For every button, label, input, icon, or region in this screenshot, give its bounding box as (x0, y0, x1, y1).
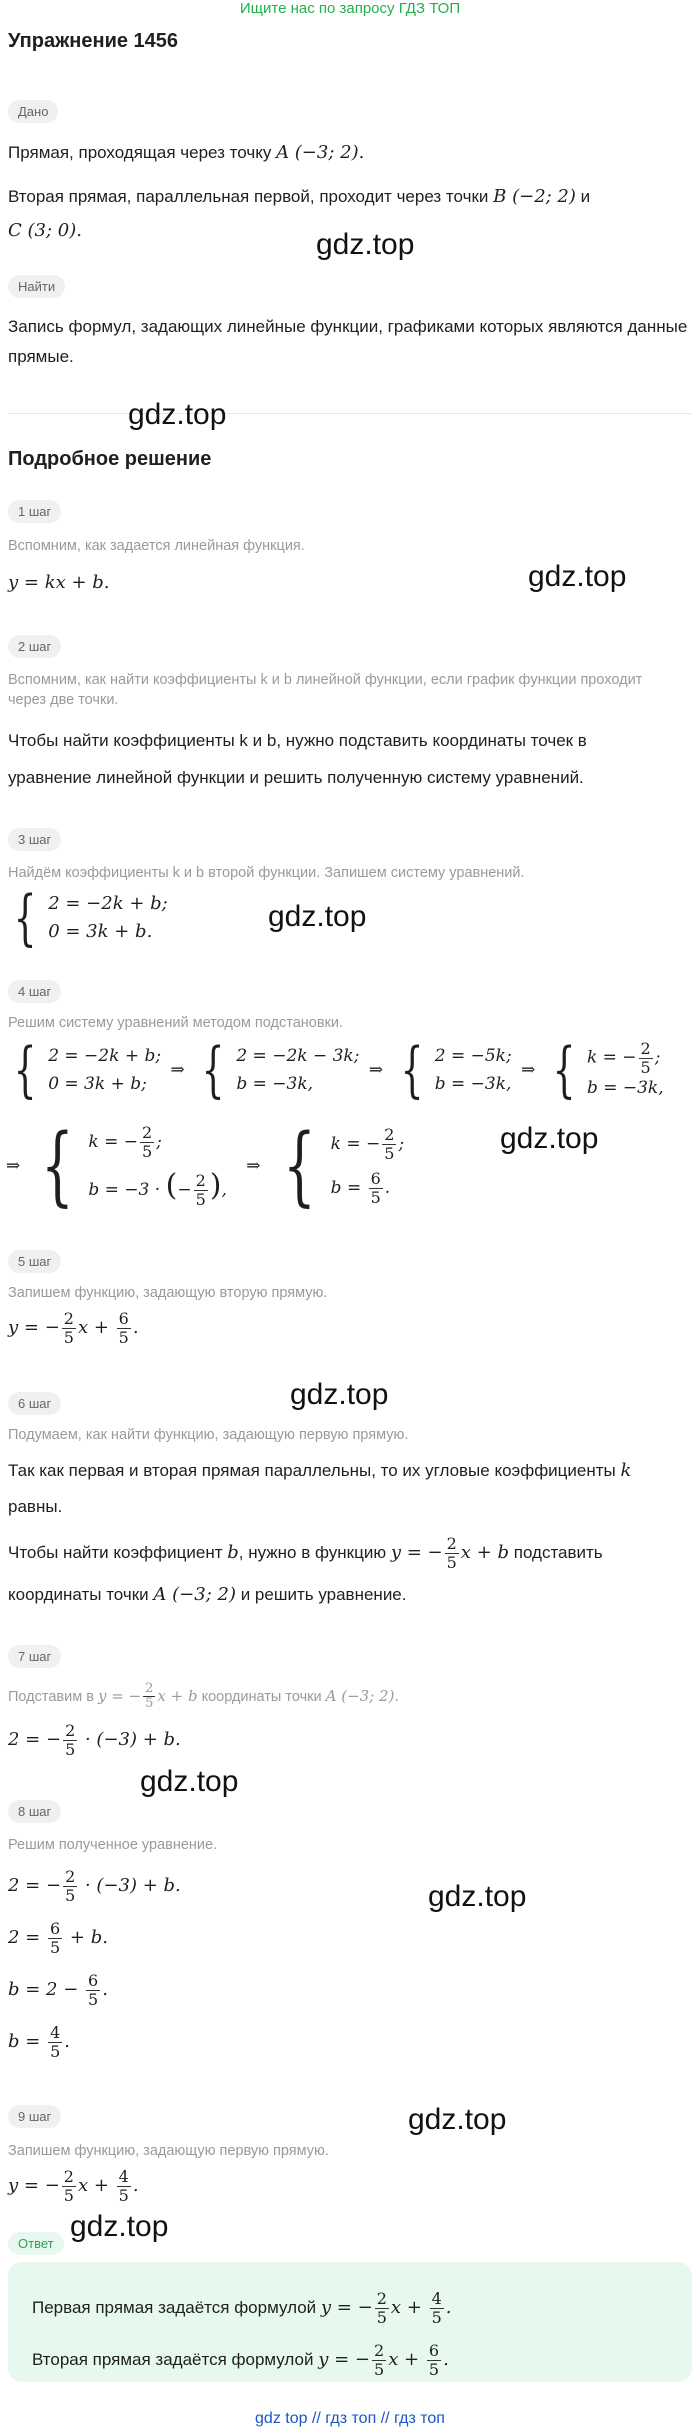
fraction-den: 5 (446, 1552, 457, 1572)
math-var: k (620, 1460, 632, 1481)
function-formula: y = − $\frac{2}{5}$ x + $\frac{6}{5}$ . (8, 1309, 139, 1347)
fraction-num: 2 (63, 1309, 74, 1328)
answer-second: Вторая прямая задаётся формулой y = − $\frac{2}{5}$ x + $\frac{6}{5}$ . (32, 2341, 449, 2379)
watermark: gdz.top (528, 560, 627, 593)
step-text: Чтобы найти коэффициент b, нужно в функцию y = − $\frac{2}{5}$ x + b подставить (8, 1534, 603, 1572)
equation (8, 1920, 108, 1956)
text: , нужно в функцию (238, 1543, 387, 1563)
search-banner[interactable]: Ищите нас по запросу ГДЗ ТОП (239, 0, 461, 17)
fraction-den: 5 (50, 2041, 61, 2061)
equation: 0 = 3k + b. (48, 921, 153, 942)
step-text: Чтобы найти коэффициенты k и b, нужно подставить координаты точек в уравнение линейной функции и решить полученную систему уравнений. (8, 731, 587, 787)
solution-title: Подробное решение (8, 448, 212, 470)
given-text: Вторая прямая, параллельная первой, проходит через точки (8, 187, 489, 206)
formula-part: 2 = − (8, 1729, 62, 1751)
fraction-num: 6 (428, 2341, 440, 2360)
point-a: A (−3; 2) (153, 1584, 236, 1605)
step-hint: Решим систему уравнений методом подстановки. (8, 1015, 344, 1031)
fraction-den: 5 (88, 1989, 99, 2009)
fraction-den: 5 (141, 1142, 153, 1161)
step-hint: Подумаем, как найти функцию, задающую первую прямую. (8, 1427, 409, 1443)
watermark: gdz.top (316, 228, 415, 261)
fraction-den: 5 (640, 1057, 651, 1077)
given-text: Прямая, проходящая через точку (8, 143, 272, 162)
fraction-den: 5 (374, 2359, 385, 2379)
watermark: gdz.top (140, 1765, 239, 1798)
step-hint: Решим полученное уравнение. (8, 1837, 218, 1853)
step-tag: 1 шаг (8, 500, 61, 523)
answer-tag: Ответ (8, 2232, 64, 2255)
point-a: A (−3; 2). (325, 1686, 400, 1705)
watermark: gdz.top (70, 2210, 169, 2243)
page-title: Упражнение 1456 (8, 30, 179, 52)
equation: k = − (88, 1132, 138, 1152)
fraction-den: 5 (50, 1937, 61, 1957)
point-c: C (3; 0). (8, 220, 82, 241)
fraction-num: 2 (384, 1125, 395, 1145)
fraction-num: 2 (640, 1039, 651, 1058)
step-hint: Запишем функцию, задающую вторую прямую. (8, 1285, 328, 1301)
formula-part: y = − (8, 1317, 60, 1339)
equation: b = −3k, (586, 1078, 664, 1099)
fraction-num: 2 (376, 2289, 387, 2308)
equation: 2 = −5k; (434, 1046, 512, 1067)
equation: 2 = −2k + b; (48, 893, 168, 914)
fraction-den: 5 (118, 1327, 129, 1347)
equation (8, 1972, 108, 2008)
implies-arrow: ⇒ (521, 1059, 536, 1080)
text: Так как первая и вторая прямая параллельны, то их угловые коэффициенты (8, 1461, 616, 1480)
formula-part: x + (77, 1317, 109, 1339)
fraction-den: 5 (428, 2359, 440, 2379)
formula-part: 2 = − (8, 1875, 62, 1897)
fraction-num: 6 (118, 1309, 129, 1328)
step-hint: Вспомним, как найти коэффициенты k и b линейной функции, если график функции проходит через две точки. (8, 672, 643, 708)
equation: b = −3k, (434, 1074, 512, 1095)
point-a: A (−3; 2). (276, 142, 365, 163)
equation: b = $\frac{4}{5}$ . (8, 2023, 70, 2061)
equation (8, 1868, 181, 1904)
formula-part: . (64, 2031, 70, 2053)
point-b: B (−2; 2) (493, 186, 576, 207)
fraction-den: 5 (195, 1190, 206, 1209)
formula-part: x + (77, 2175, 109, 2197)
text: координаты точки (201, 1688, 322, 1705)
formula-part: y = − (8, 2175, 60, 2197)
fraction-den: 5 (376, 2307, 387, 2327)
math-var: b (227, 1542, 239, 1564)
fraction-num: 2 (446, 1534, 457, 1553)
fraction-num: 2 (63, 2167, 74, 2186)
fraction-num: 6 (50, 1919, 61, 1938)
implies-arrow: ⇒ (170, 1059, 185, 1080)
watermark: gdz.top (500, 1122, 599, 1155)
fraction-num: 2 (65, 1721, 76, 1740)
fraction-den: 5 (384, 1144, 395, 1163)
given-line-1 (8, 138, 364, 168)
text: равны. (8, 1497, 63, 1516)
step-tag: 4 шаг (8, 980, 61, 1003)
fraction-num: 6 (88, 1971, 99, 1990)
fraction-den: 5 (65, 1739, 76, 1759)
equation: 0 = 3k + b; (48, 1074, 147, 1095)
equation: 2 = −2k − 3k; (236, 1046, 360, 1067)
formula-part: . (102, 1979, 108, 2001)
equation (8, 1722, 181, 1758)
step-hint: Подставим в y = − $\frac{2}{5}$ x + b координаты точки A (−3; 2). (8, 1681, 400, 1712)
step-tag: 9 шаг (8, 2105, 61, 2128)
footer-links[interactable]: gdz top // гдз топ // гдз топ (255, 2410, 445, 2427)
step-hint: Вспомним, как задается линейная функция. (8, 538, 305, 554)
fraction-num: 2 (374, 2341, 385, 2360)
formula-part: b = (8, 2031, 41, 2053)
equation: b = −3 · (88, 1180, 161, 1200)
find-tag: Найти (8, 275, 65, 298)
watermark: gdz.top (268, 900, 367, 933)
equation: k = − (586, 1047, 637, 1068)
fraction-den: 5 (145, 1696, 154, 1712)
fraction-num: 6 (370, 1169, 381, 1189)
function-formula: y = − $\frac{2}{5}$ x + $\frac{4}{5}$ . (8, 2167, 139, 2205)
fraction-den: 5 (63, 1327, 74, 1347)
step-tag: 6 шаг (8, 1392, 61, 1415)
equation: b = (330, 1178, 362, 1198)
formula-part: . (132, 2175, 139, 2197)
fraction-num: 2 (65, 1867, 76, 1886)
formula: y = kx + b. (8, 572, 110, 593)
watermark: gdz.top (290, 1378, 389, 1411)
text: координаты точки (8, 1585, 149, 1604)
step-tag: 5 шаг (8, 1250, 61, 1273)
implies-arrow: ⇒ (368, 1059, 384, 1080)
equation: 2 = −2k + b; (48, 1046, 162, 1067)
step-tag: 8 шаг (8, 1800, 61, 1823)
formula-part: · (−3) + b. (84, 1875, 181, 1897)
find-text: Запись формул, задающих линейные функции, графиками которых являются данные прямые. (8, 317, 688, 366)
watermark: gdz.top (408, 2103, 507, 2136)
equation-system: { 2 = −2k + b; 0 = 3k + b. (13, 883, 168, 953)
fraction-num: 2 (195, 1171, 206, 1191)
divider (8, 413, 692, 414)
step-text (8, 1453, 688, 1525)
step-hint: Найдём коэффициенты k и b второй функции. Запишем систему уравнений. (8, 865, 525, 881)
fraction-den: 5 (431, 2307, 442, 2327)
watermark: gdz.top (128, 398, 227, 431)
fraction-num: 2 (145, 1681, 154, 1696)
given-tag: Дано (8, 100, 58, 123)
step-tag: 7 шаг (8, 1645, 61, 1668)
implies-arrow: ⇒ (6, 1155, 21, 1176)
given-line-2 (8, 182, 590, 212)
fraction-den: 5 (370, 1188, 381, 1207)
fraction-den: 5 (63, 2185, 74, 2205)
text: Вторая прямая задаётся формулой (32, 2350, 314, 2370)
step-text (8, 1580, 407, 1610)
given-text: и (580, 187, 591, 206)
fraction-den: 5 (65, 1885, 76, 1905)
text: и решить уравнение. (240, 1585, 407, 1604)
answer-first: Первая прямая задаётся формулой y = − $\frac{2}{5}$ x + $\frac{4}{5}$ . (32, 2289, 452, 2327)
step-hint: Запишем функцию, задающую первую прямую. (8, 2143, 329, 2159)
formula-part: 2 = (8, 1927, 41, 1949)
watermark: gdz.top (428, 1880, 527, 1913)
equation: b = −3k, (236, 1074, 314, 1095)
text: Подставим в (8, 1688, 94, 1705)
substitution-row-2: ⇒ { k = − $\frac{2}{5}$ ; b = −3 · (− $\frac{2}{5}$ ), ⇒ { k = − $\frac{2}{5}$ ; b = $\frac{6}{5}$ . (6, 1116, 405, 1216)
fraction-den: 5 (118, 2185, 129, 2205)
fraction-num: 2 (141, 1123, 153, 1143)
text: подставить (513, 1543, 603, 1563)
formula-part: · (−3) + b. (84, 1729, 181, 1751)
equation: k = − (330, 1134, 381, 1154)
substitution-row-1: { 2 = −2k + b; 0 = 3k + b; ⇒ { 2 = −2k − 3k; b = −3k, ⇒ { 2 = −5k; b = −3k, ⇒ { k = − $\frac{2}{5}$ ; b = −3k, (13, 1035, 664, 1106)
formula-part: + b. (69, 1927, 108, 1949)
step-tag: 2 шаг (8, 635, 61, 658)
text: Первая прямая задаётся формулой (32, 2298, 317, 2318)
implies-arrow: ⇒ (246, 1155, 261, 1176)
step-tag: 3 шаг (8, 828, 61, 851)
formula-part: b = 2 − (8, 1979, 79, 2001)
text: Чтобы найти коэффициент (8, 1543, 223, 1563)
